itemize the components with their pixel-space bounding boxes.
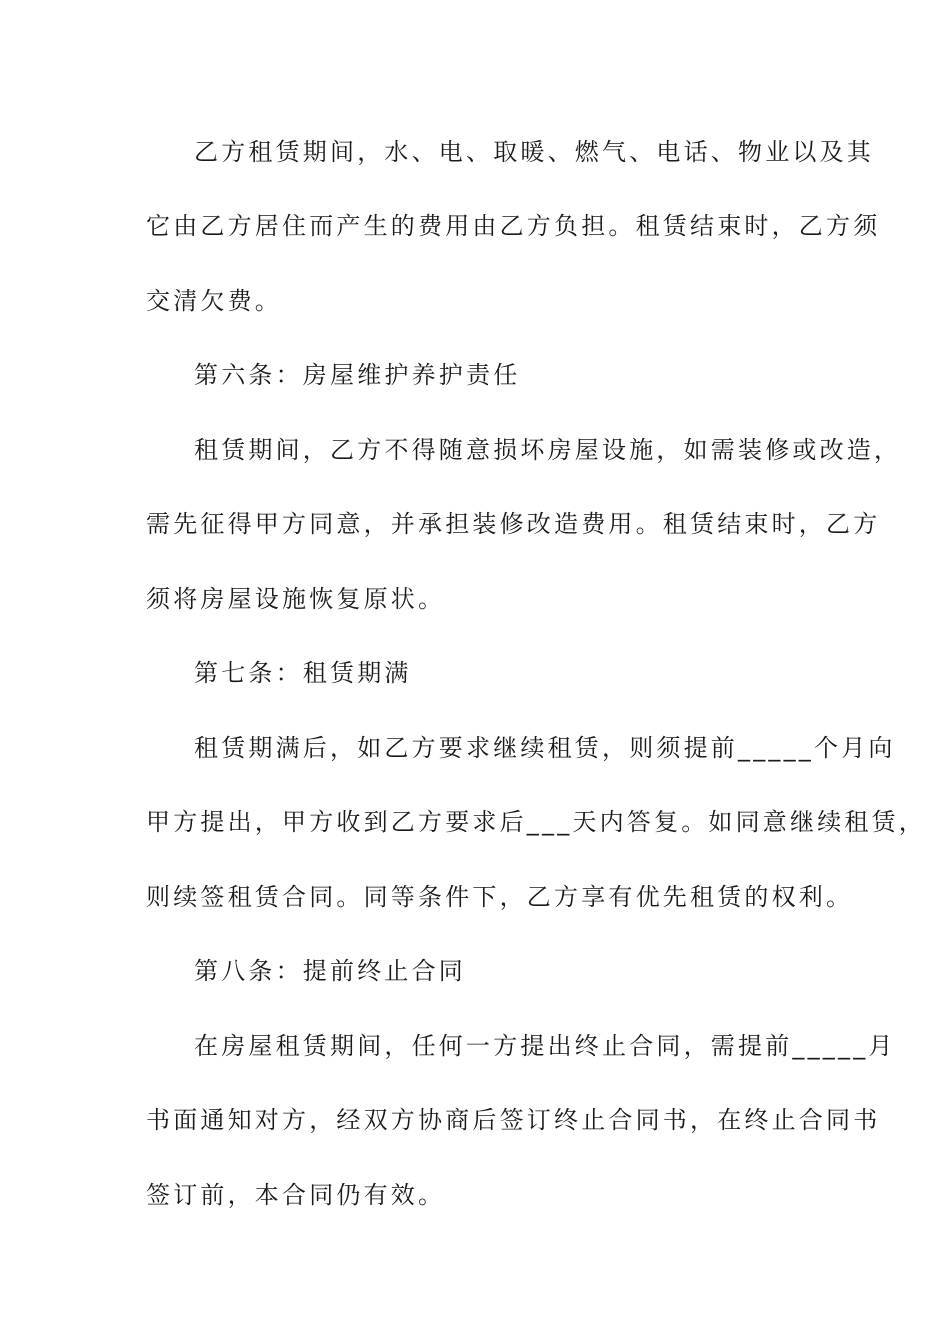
paragraph-line: 交清欠费。 <box>146 287 282 315</box>
paragraph-line: 签订前，本合同仍有效。 <box>146 1181 446 1209</box>
section-heading-article-7: 第七条：租赁期满 <box>194 659 412 687</box>
paragraph-line: 租赁期间，乙方不得随意损坏房屋设施，如需装修或改造， <box>194 436 902 464</box>
paragraph-line: 租赁期满后，如乙方要求继续租赁，则须提前_____个月向 <box>194 734 896 762</box>
paragraph-line: 甲方提出，甲方收到乙方要求后___天内答复。如同意继续租赁， <box>146 808 926 836</box>
paragraph-line: 则续签租赁合同。同等条件下，乙方享有优先租赁的权利。 <box>146 883 854 911</box>
section-heading-article-6: 第六条：房屋维护养护责任 <box>194 361 521 389</box>
paragraph-line: 需先征得甲方同意，并承担装修改造费用。租赁结束时，乙方 <box>146 510 881 538</box>
section-heading-article-8: 第八条：提前终止合同 <box>194 957 466 985</box>
paragraph-line: 在房屋租赁期间，任何一方提出终止合同，需提前_____月 <box>194 1032 896 1060</box>
paragraph-line: 乙方租赁期间，水、电、取暖、燃气、电话、物业以及其 <box>194 138 874 166</box>
paragraph-line: 须将房屋设施恢复原状。 <box>146 585 446 613</box>
paragraph-line: 书面通知对方，经双方协商后签订终止合同书，在终止合同书 <box>146 1106 881 1134</box>
paragraph-line: 它由乙方居住而产生的费用由乙方负担。租赁结束时，乙方须 <box>146 212 881 240</box>
